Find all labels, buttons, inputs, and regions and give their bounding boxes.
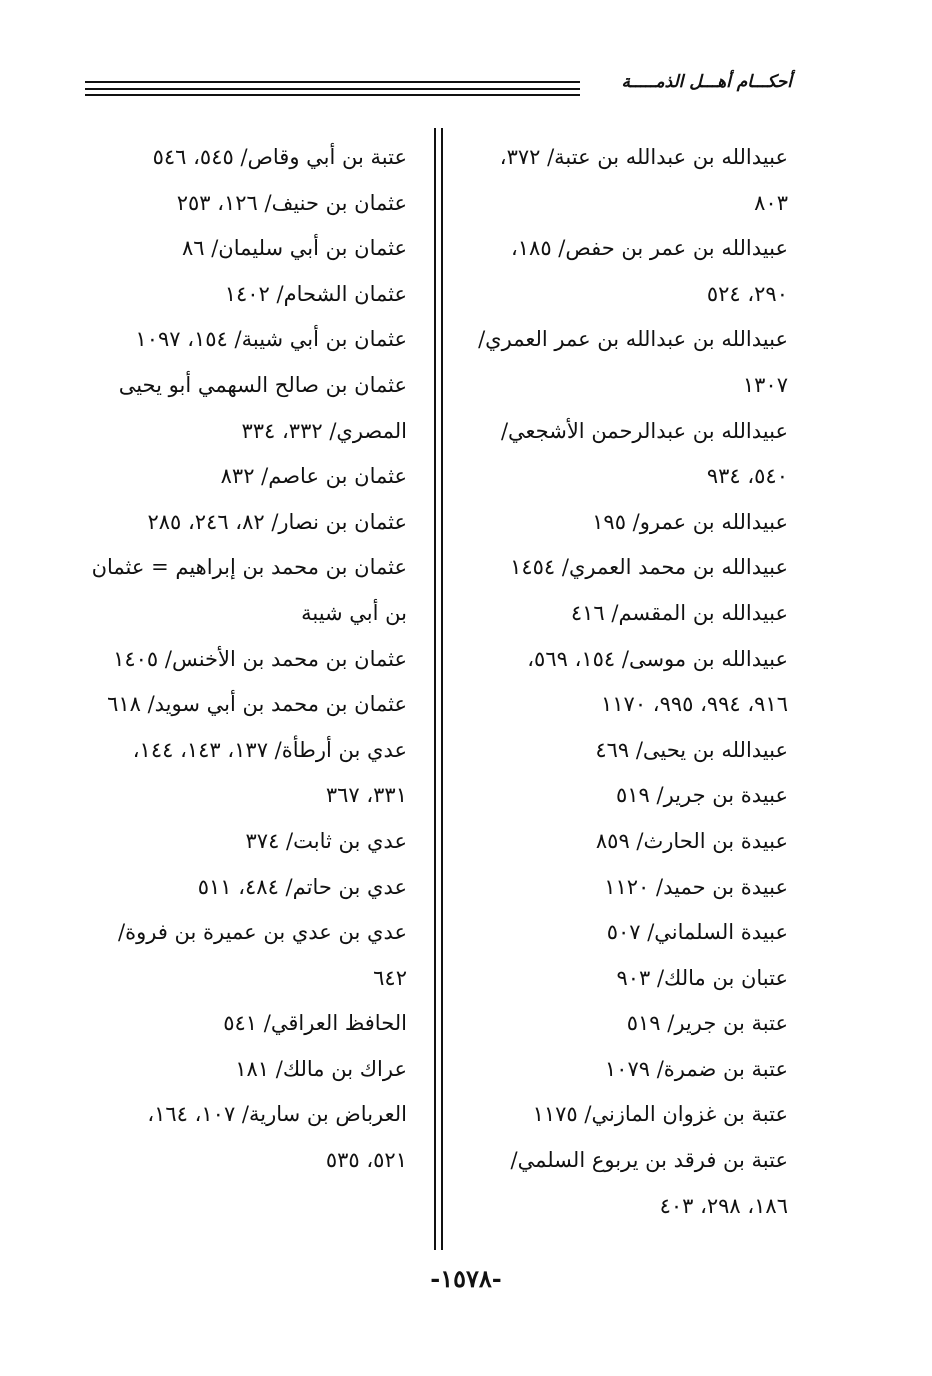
index-entry-line: عبيدالله بن عمرو/ ١٩٥: [592, 509, 788, 534]
index-entry-line: عدي بن عدي بن عميرة بن فروة/: [118, 920, 407, 945]
index-entry-line: عتبة بن غزوان المازني/ ١١٧٥: [532, 1102, 788, 1127]
index-entry-line: العرباض بن سارية/ ١٠٧، ١٦٤،: [147, 1102, 407, 1127]
column-divider: [434, 128, 436, 1250]
header-rule: [85, 81, 580, 83]
index-entry-line: عبيدالله بن عمر بن حفص/ ١٨٥،: [511, 236, 788, 261]
header-rule: [85, 88, 580, 90]
index-column-right: [463, 135, 788, 1229]
index-entry-line: الحافظ العراقي/ ٥٤١: [223, 1011, 407, 1036]
index-entry-line: عثمان الشحام/ ١٤٠٢: [224, 281, 407, 306]
index-entry-line: عبيدالله بن موسى/ ١٥٤، ٥٦٩،: [527, 646, 788, 671]
index-entry-line: عثمان بن عاصم/ ٨٣٢: [220, 464, 407, 489]
index-entry-line: عدي بن أرطأة/ ١٣٧، ١٤٣، ١٤٤،: [132, 737, 407, 762]
index-entry-line: المصري/ ٣٣٢، ٣٣٤: [241, 418, 407, 443]
index-entry-line: عثمان بن محمد بن الأخنس/ ١٤٠٥: [113, 646, 407, 671]
index-column-left: [82, 135, 407, 1184]
column-divider: [441, 128, 443, 1250]
index-entry-line: عدي بن ثابت/ ٣٧٤: [245, 828, 407, 853]
index-entry-line: عبيدالله بن عبدالله بن عمر العمري/: [478, 327, 788, 352]
index-entry-line: ٨٠٣: [754, 190, 788, 215]
index-entry-line: عتبان بن مالك/ ٩٠٣: [616, 965, 788, 990]
index-entry-line: ٥٤٠، ٩٣٤: [706, 464, 788, 489]
index-entry-line: عبيدة بن حميد/ ١١٢٠: [604, 874, 788, 899]
index-entry-line: عبيدالله بن يحيى/ ٤٦٩: [595, 737, 788, 762]
index-entry-line: ٢٩٠، ٥٢٤: [706, 281, 788, 306]
index-entry-line: عبيدالله بن عبدالله بن عتبة/ ٣٧٢،: [499, 145, 788, 169]
index-entry-line: عثمان بن نصار/ ٨٢، ٢٤٦، ٢٨٥: [147, 509, 407, 534]
index-entry-line: ٥٢١، ٥٣٥: [325, 1148, 407, 1173]
header-rule: [85, 94, 580, 96]
index-entry-line: عدي بن حاتم/ ٤٨٤، ٥١١: [197, 874, 407, 899]
index-entry-line: عثمان بن حنيف/ ١٢٦، ٢٥٣: [176, 190, 407, 215]
index-entry-line: عبيدالله بن المقسم/ ٤١٦: [570, 600, 788, 625]
page-number: -١٥٧٨-: [430, 1264, 502, 1293]
index-entry-line: عتبة بن جرير/ ٥١٩: [626, 1011, 788, 1036]
index-entry-line: عبيدالله بن عبدالرحمن الأشجعي/: [500, 418, 788, 443]
index-entry-line: بن أبي شيبة: [301, 600, 407, 625]
index-entry-line: عتبة بن فرقد بن يربوع السلمي/: [510, 1148, 788, 1173]
index-entry-line: عثمان بن محمد بن إبراهيم = عثمان: [91, 555, 407, 580]
index-entry-line: عبيدة بن الحارث/ ٨٥٩: [595, 828, 788, 853]
index-entry-line: عبيدة بن جرير/ ٥١٩: [615, 783, 788, 808]
index-entry-line: ٣٣١، ٣٦٧: [325, 783, 407, 808]
index-entry-line: عتبة بن أبي وقاص/ ٥٤٥، ٥٤٦: [152, 145, 407, 169]
header-title: أحكـــام أهـــل الذمـــــة: [621, 72, 792, 92]
index-entry-line: عبيدالله بن محمد العمري/ ١٤٥٤: [510, 555, 788, 580]
index-entry-line: ١٨٦، ٢٩٨، ٤٠٣: [659, 1193, 788, 1218]
index-entry-line: عبيدة السلماني/ ٥٠٧: [606, 920, 788, 945]
index-entry-line: عثمان بن أبي شيبة/ ١٥٤، ١٠٩٧: [135, 327, 407, 352]
index-entry-line: عثمان بن صالح السهمي أبو يحيى: [118, 372, 407, 397]
index-entry-line: عراك بن مالك/ ١٨١: [235, 1056, 407, 1081]
index-entry-line: عثمان بن محمد بن أبي سويد/ ٦١٨: [107, 692, 407, 717]
index-entry-line: ٦٤٢: [373, 965, 407, 990]
index-entry-line: ١٣٠٧: [742, 372, 788, 397]
index-entry-line: عتبة بن ضمرة/ ١٠٧٩: [604, 1056, 788, 1081]
index-entry-line: عثمان بن أبي سليمان/ ٨٦: [181, 236, 407, 261]
index-entry-line: ٩١٦، ٩٩٤، ٩٩٥، ١١٧٠: [600, 692, 788, 717]
